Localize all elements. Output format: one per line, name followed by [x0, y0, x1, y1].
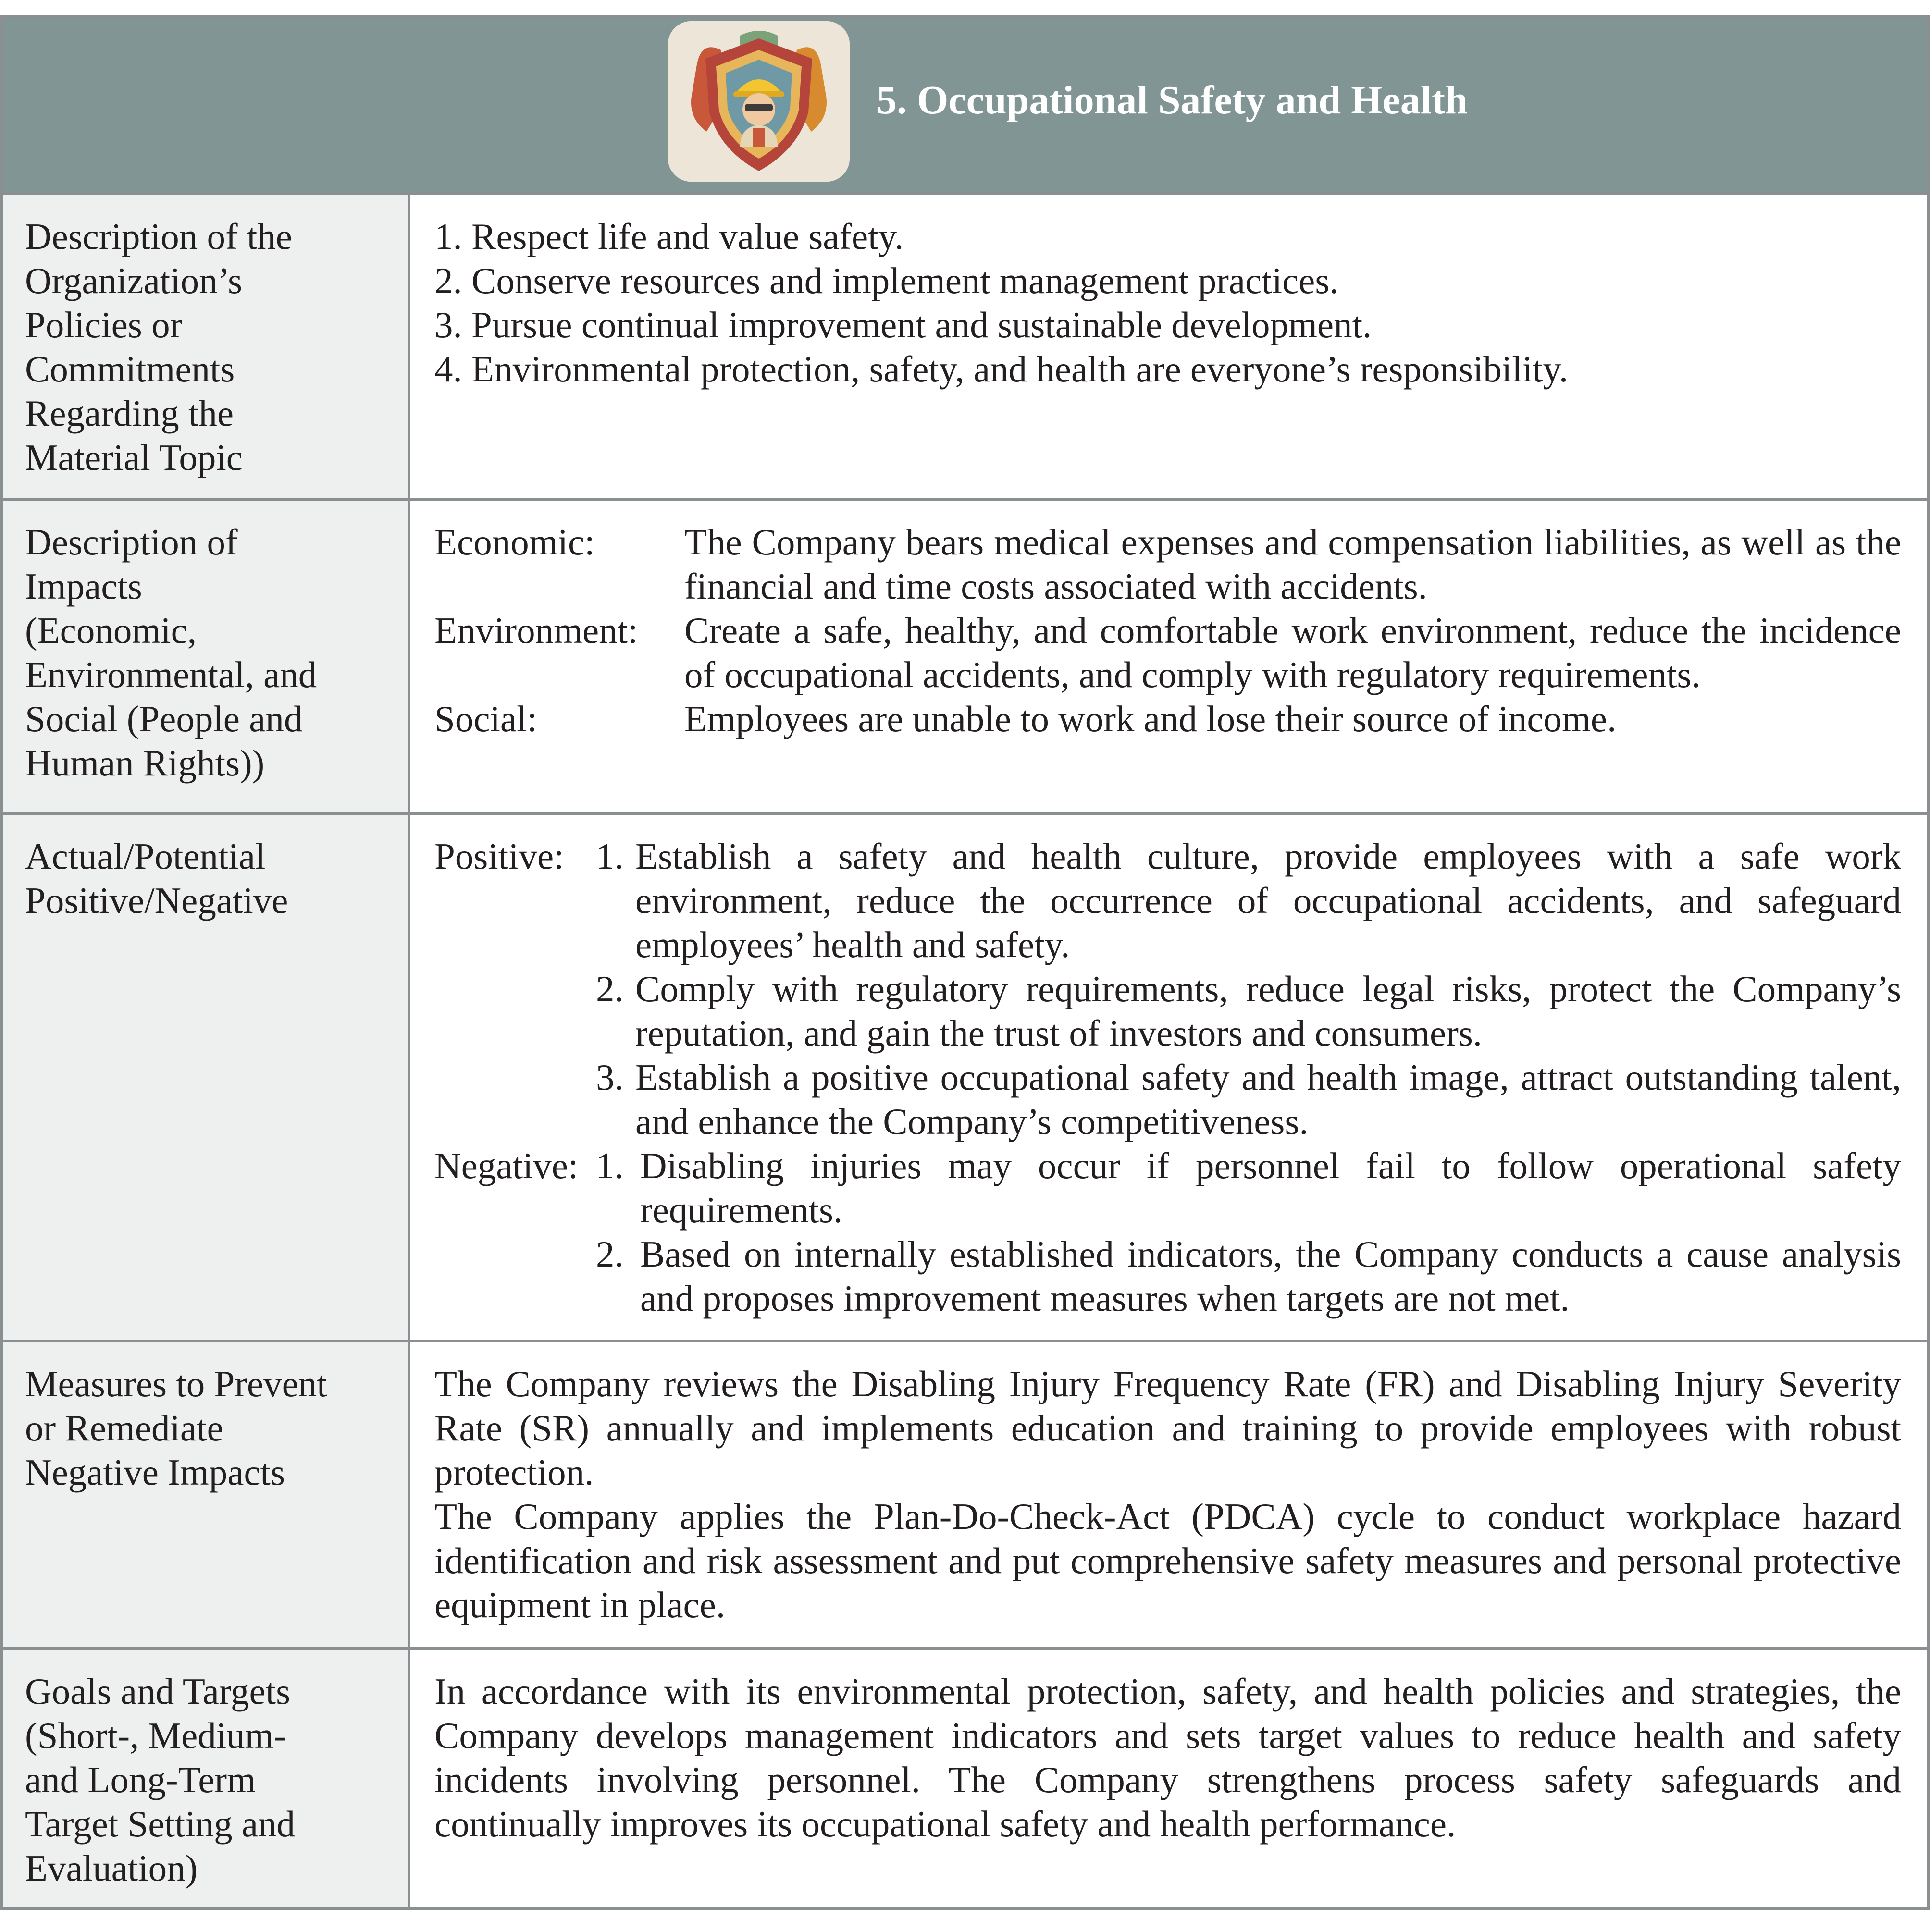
list-item: 2. Conserve resources and implement management practices.: [434, 260, 1339, 301]
list-item: 1. Respect life and value safety.: [434, 216, 904, 257]
goals-text: [410, 1650, 1927, 1907]
safety-worker-shield-icon: [668, 21, 850, 182]
goals-targets-row: [3, 1647, 1927, 1907]
list-item: 3. Pursue continual improvement and sustainable development.: [434, 304, 1372, 345]
positive-negative-list: [410, 815, 1927, 1340]
paragraph: The Company reviews the Disabling Injury Frequency Rate (FR) and Disabling Injury Severity Rate (SR) annually and implements education and training to provide employees with robust protection.: [434, 1363, 1901, 1493]
list-item: 4. Environmental protection, safety, and health are everyone’s responsibility.: [434, 348, 1569, 390]
impact-environment: Environment: Create a safe, healthy, and comfortable work environment, reduce the incidence of occupational accidents, and comply with regulatory requirements.: [434, 610, 1901, 695]
remediation-text: [410, 1342, 1927, 1647]
negative-item: 2. Based on internally established indicators, the Company conducts a cause analysis and proposes improvement measures when targets are not met.: [596, 1233, 1901, 1319]
policy-list: [410, 195, 1927, 498]
impact-social: Social: Employees are unable to work and lose their source of income.: [434, 698, 1617, 739]
impact-economic: Economic: The Company bears medical expenses and compensation liabilities, as well as the financial and time costs associated with accidents.: [434, 521, 1901, 607]
negative-item: Negative: 1. Disabling injuries may occur if personnel fail to follow operational safety requirements.: [434, 1145, 1901, 1231]
impacts-row: [3, 498, 1927, 812]
impacts-list: [410, 501, 1927, 812]
page-title: 5. Occupational Safety and Health: [877, 78, 1468, 123]
paragraph: In accordance with its environmental protection, safety, and health policies and strategies, the Company develops management indicators and sets target values to reduce health and safety incidents involving personnel. The Company strengthens process safety safeguards and continually improves its occupational safety and health performance.: [434, 1671, 1901, 1845]
row-label: Description of Impacts (Economic, Environmental, and Social (People and Human Rights)): [3, 501, 410, 812]
positive-item: Positive: 1. Establish a safety and health culture, provide employees with a safe work environment, reduce the occurrence of occupational accidents, and safeguard employees’ health and safety.: [434, 836, 1901, 965]
remediation-measures-row: [3, 1340, 1927, 1647]
row-label: Goals and Targets (Short-, Medium- and Long-Term Target Setting and Evaluation): [3, 1650, 410, 1907]
paragraph: The Company applies the Plan-Do-Check-Act (PDCA) cycle to conduct workplace hazard identification and risk assessment and put comprehensive safety measures and personal protective equipment in place.: [434, 1496, 1901, 1625]
positive-negative-row: [3, 812, 1927, 1340]
policy-commitments-row: [3, 192, 1927, 498]
material-topic-table: [0, 15, 1930, 1910]
row-label: Actual/Potential Positive/Negative: [3, 815, 410, 1340]
table-header: [3, 18, 1927, 192]
row-label: Description of the Organization’s Policies or Commitments Regarding the Material Topic: [3, 195, 410, 498]
row-label: Measures to Prevent or Remediate Negative Impacts: [3, 1342, 410, 1647]
positive-item: 3. Establish a positive occupational safety and health image, attract outstanding talent, and enhance the Company’s competitiveness.: [596, 1057, 1901, 1142]
positive-item: 2. Comply with regulatory requirements, reduce legal risks, protect the Company’s reputation, and gain the trust of investors and consumers.: [596, 968, 1901, 1054]
